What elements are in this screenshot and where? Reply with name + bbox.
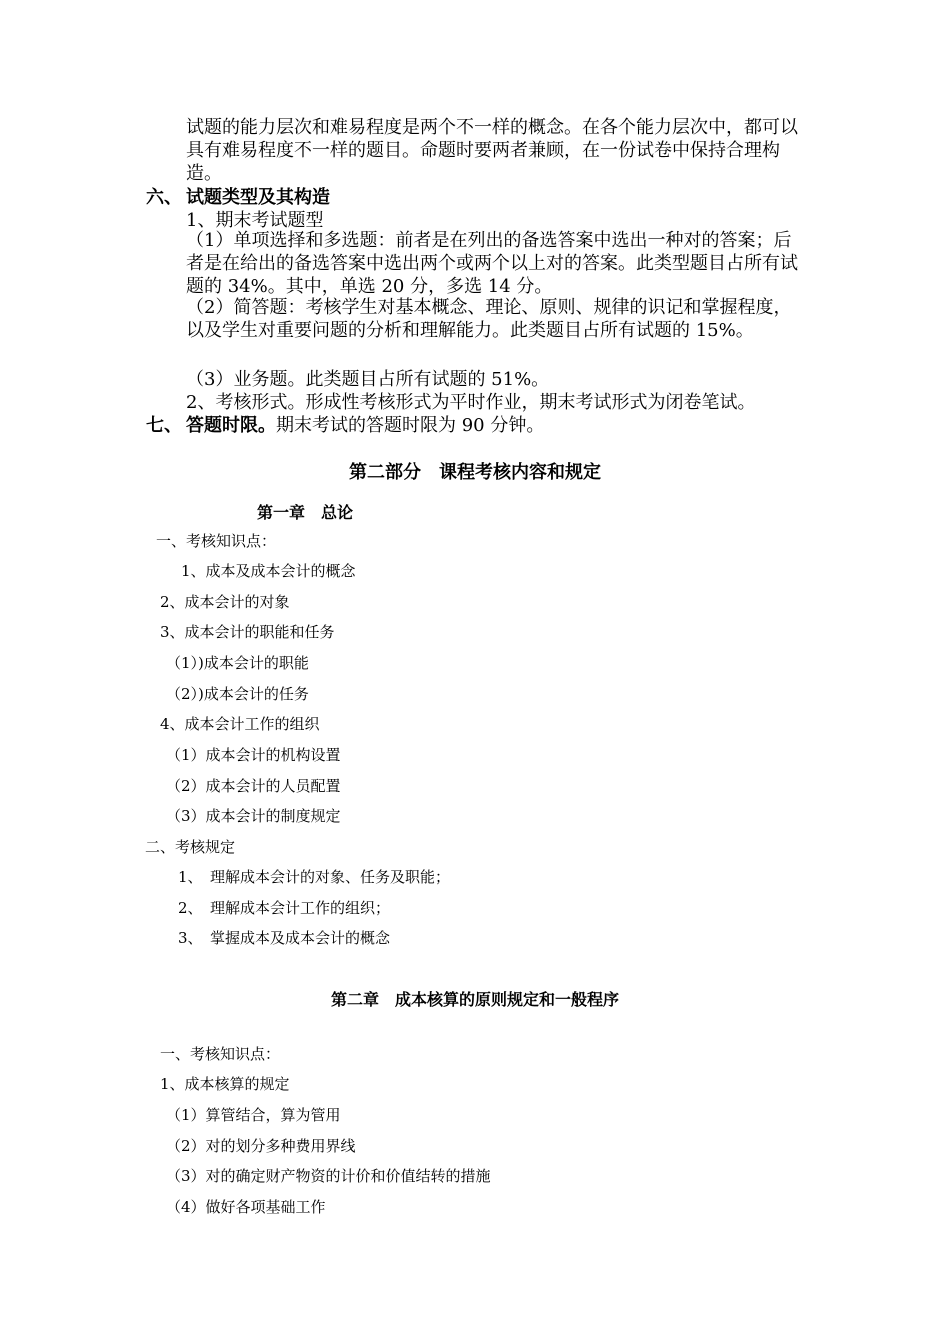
list-item: 一、考核知识点： (160, 1045, 281, 1063)
paragraph-choice-questions: （1）单项选择和多选题：前者是在列出的备选答案中选出一种对的答案；后者是在给出的备选答案中选出两个或两个以上对的答案。此类型题目占所有试题的 34%。其中，单选 20 分，多选 14 分。 (186, 230, 798, 297)
section-6-title: 试题类型及其构造 (186, 187, 330, 208)
list-item: 1、 理解成本会计的对象、任务及职能； (178, 868, 451, 886)
list-item: 4、成本会计工作的组织 (160, 715, 320, 733)
part2-title: 第二部分 课程考核内容和规定 (349, 462, 601, 483)
list-item: （2）)成本会计的任务 (166, 685, 309, 703)
section-7-line (186, 411, 544, 437)
paragraph-short-answer: （2）简答题：考核学生对基本概念、理论、原则、规律的识记和掌握程度，以及学生对重要问题的分析和理解能力。此类题目占所有试题的 15%。 (186, 297, 792, 341)
list-item: （4）做好各项基础工作 (166, 1198, 326, 1216)
paragraph-ability-level: 试题的能力层次和难易程度是两个不一样的概念。在各个能力层次中，都可以具有难易程度不一样的题目。命题时要两者兼顾，在一份试卷中保持合理构造。 (186, 117, 798, 184)
list-item: 1、成本核算的规定 (160, 1075, 290, 1093)
section-7-text: 期末考试的答题时限为 90 分钟。 (276, 415, 545, 436)
item-exam-form: 2、考核形式。形成性考核形式为平时作业，期末考试形式为闭卷笔试。 (186, 392, 756, 413)
section-7-number: 七、 (146, 415, 182, 436)
list-item: 2、成本会计的对象 (160, 593, 290, 611)
list-item: 3、 掌握成本及成本会计的概念 (178, 929, 391, 947)
list-item: 1、成本及成本会计的概念 (181, 562, 356, 580)
item-exam-types: 1、期末考试题型 (186, 210, 324, 231)
chapter1-title: 第一章 总论 (257, 503, 354, 522)
list-item: （3）成本会计的制度规定 (166, 807, 341, 825)
list-item: （1）)成本会计的职能 (166, 654, 309, 672)
list-item: （2）成本会计的人员配置 (166, 777, 341, 795)
list-item: 2、 理解成本会计工作的组织； (178, 899, 391, 917)
list-item: （1）成本会计的机构设置 (166, 746, 341, 764)
list-item: 二、考核规定 (145, 838, 236, 856)
paragraph-business-questions: （3）业务题。此类题目占所有试题的 51%。 (186, 369, 550, 390)
section-6-number: 六、 (146, 187, 182, 208)
list-item: （2）对的划分多种费用界线 (166, 1137, 356, 1155)
list-item: 一、考核知识点： (156, 532, 277, 550)
list-item: 3、成本会计的职能和任务 (160, 623, 335, 641)
section-7-title: 答题时限。 (186, 415, 276, 436)
chapter2-title: 第二章 成本核算的原则规定和一般程序 (330, 990, 619, 1009)
list-item: （3）对的确定财产物资的计价和价值结转的措施 (166, 1167, 491, 1185)
list-item: （1）算管结合，算为管用 (166, 1106, 341, 1124)
